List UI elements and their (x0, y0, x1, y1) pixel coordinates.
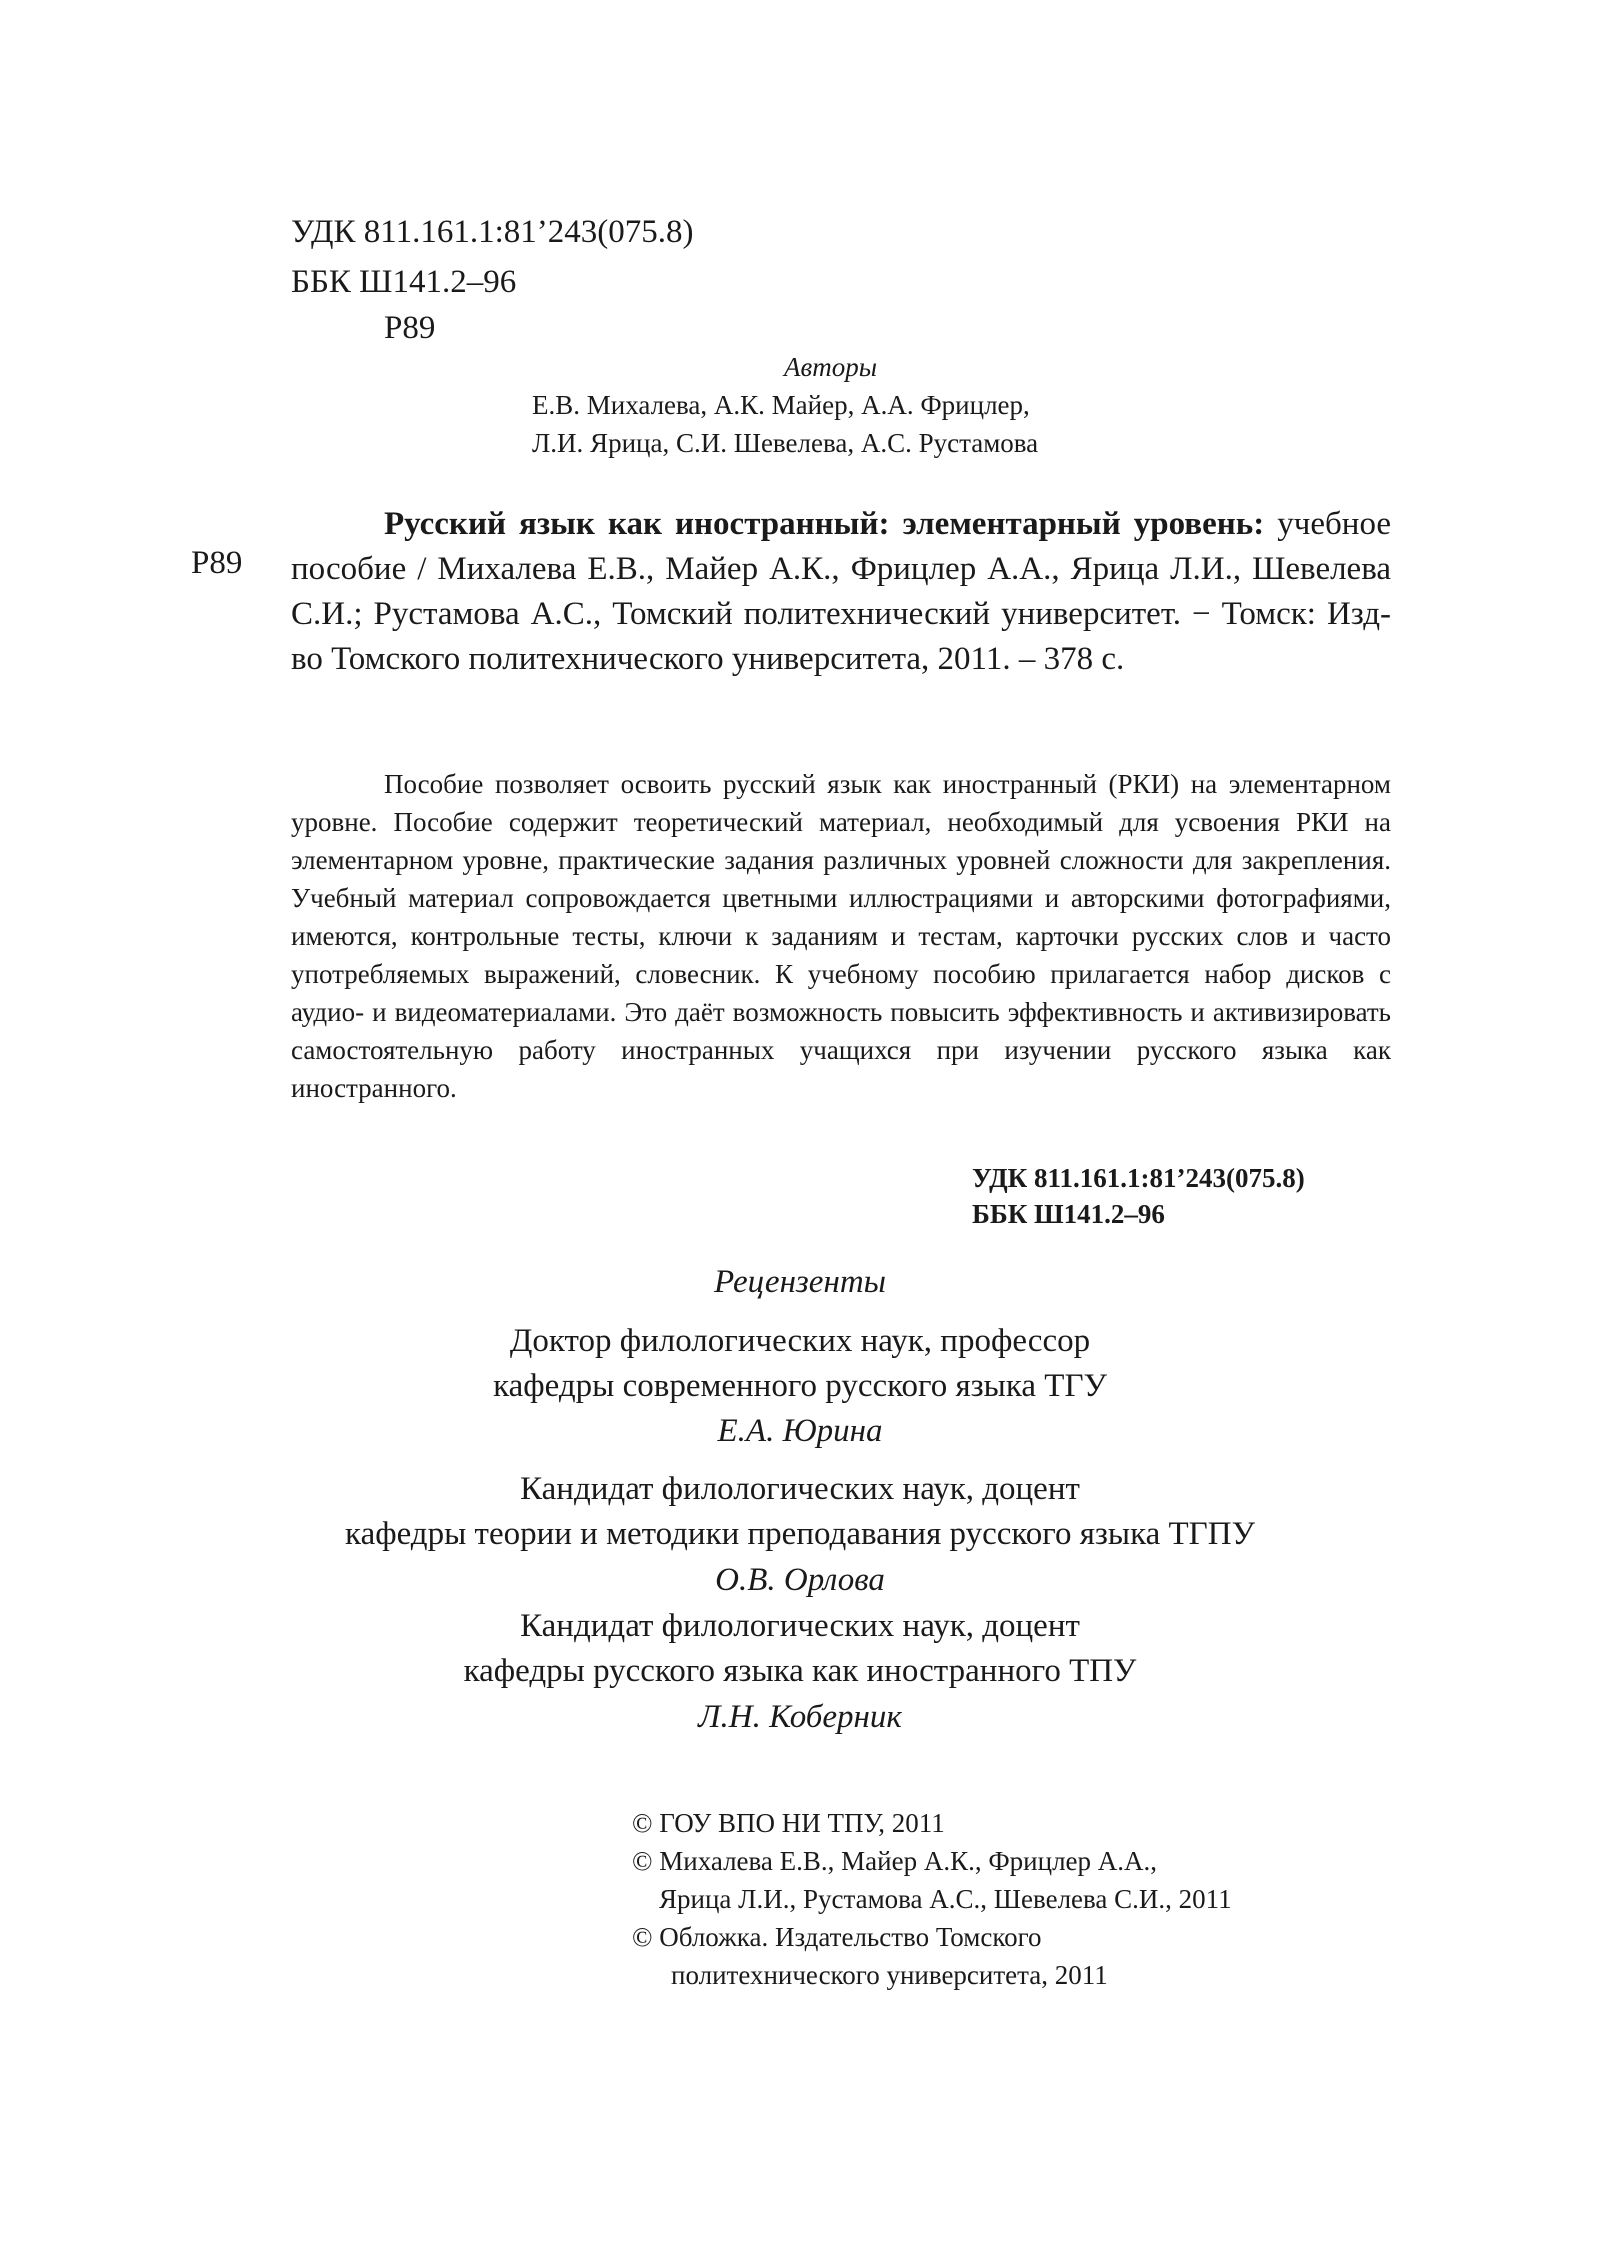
reviewer-1-name: Е.А. Юрина (717, 1413, 883, 1449)
abstract: Пособие позволяет освоить русский язык как иностранный (РКИ) на элементарном уровне. Пособие содержит теоретический материал, необходимый для усвоения РКИ на элементарном уровне, практические задания различных уровней сложности для закрепления. Учебный материал сопровождается цветными иллюстрациями и авторскими фотографиями, имеются, контрольные тесты, ключи к заданиям и тестам, карточки русских слов и часто употребляемых выражений, словесник. К учебному пособию прилагается набор дисков с аудио- и видеоматериалами. Это даёт возможность повысить эффективность и активизировать самостоятельную работу иностранных учащихся при изучении русского языка как иностранного. (291, 769, 1391, 1103)
codes-bbk: ББК Ш141.2–96 (972, 1199, 1165, 1229)
copyright-line-3: Ярица Л.И., Рустамова А.С., Шевелева С.И., 2011 (659, 1884, 1232, 1914)
authors-title: Авторы (784, 352, 877, 382)
reviewer-2-line-2: кафедры теории и методики преподавания русского языка ТГПУ (345, 1516, 1255, 1552)
authors-line-2: Л.И. Ярица, С.И. Шевелева, А.С. Рустамова (532, 428, 1039, 458)
reviewer-3-line-1: Кандидат филологических наук, доцент (520, 1608, 1080, 1644)
reviewer-3-line-2: кафедры русского языка как иностранного ТПУ (463, 1653, 1137, 1689)
header-mark: Р89 (384, 310, 436, 346)
authors-line-1: Е.В. Михалева, А.К. Майер, А.А. Фрицлер, (532, 390, 1030, 420)
catalog-title: Русский язык как иностранный: элементарный уровень: (384, 506, 1265, 542)
catalog-description: учебное пособие / Михалева Е.В., Майер А.К., Фрицлер А.А., Ярица Л.И., Шевелева С.И.; Рустамова А.С., Томский политехнический университет. − Томск: Изд-во Томского политехнического университета, 2011. – 378 с. (291, 506, 1392, 677)
catalog-entry (291, 502, 1391, 682)
reviewer-2-name: О.В. Орлова (715, 1562, 885, 1598)
catalog-mark: Р89 (191, 545, 243, 581)
reviewers-title: Рецензенты (713, 1264, 887, 1300)
copyright-line-4: © Обложка. Издательство Томского (632, 1922, 1042, 1952)
reviewer-2-line-1: Кандидат филологических наук, доцент (520, 1471, 1080, 1507)
codes-udk: УДК 811.161.1:81’243(075.8) (972, 1163, 1305, 1193)
header-udk: УДК 811.161.1:81’243(075.8) (291, 214, 694, 250)
copyright-line-2: © Михалева Е.В., Майер А.К., Фрицлер А.А., (632, 1846, 1158, 1876)
copyright-line-5: политехнического университета, 2011 (671, 1960, 1108, 1990)
reviewer-3-name: Л.Н. Коберник (698, 1699, 902, 1735)
reviewer-1-line-2: кафедры современного русского языка ТГУ (493, 1368, 1107, 1404)
reviewer-1-line-1: Доктор филологических наук, профессор (509, 1323, 1091, 1359)
header-bbk: ББК Ш141.2–96 (291, 264, 517, 300)
copyright-line-1: © ГОУ ВПО НИ ТПУ, 2011 (632, 1808, 945, 1838)
